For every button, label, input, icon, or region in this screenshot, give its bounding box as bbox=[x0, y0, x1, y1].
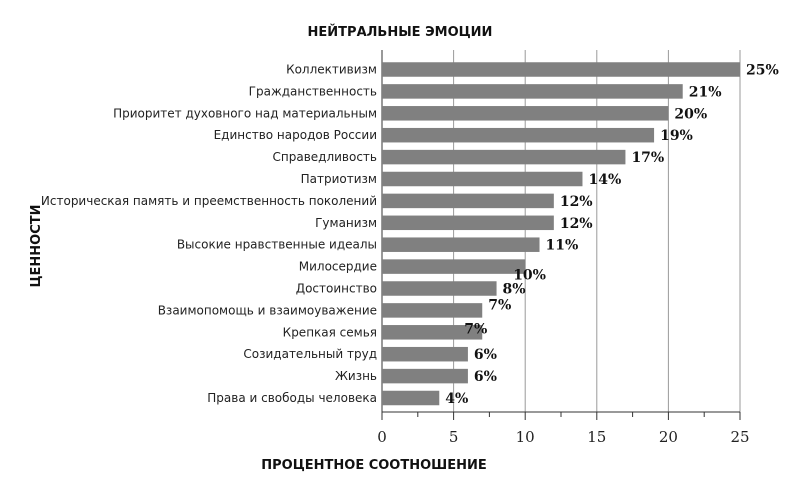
bar bbox=[382, 106, 668, 121]
bar bbox=[382, 259, 525, 274]
x-tick-label: 25 bbox=[730, 428, 750, 446]
x-tick-label: 10 bbox=[515, 428, 535, 446]
x-tick-label: 0 bbox=[377, 428, 387, 446]
category-labels bbox=[41, 63, 377, 406]
category-label: Единство народов России bbox=[213, 128, 377, 143]
bar bbox=[382, 172, 582, 187]
data-label: 7% bbox=[488, 297, 512, 314]
category-label: Коллективизм bbox=[286, 62, 377, 77]
bar bbox=[382, 84, 683, 99]
category-label: Взаимопомощь и взаимоуважение bbox=[157, 303, 377, 318]
data-label: 6% bbox=[473, 347, 497, 364]
x-tick-label: 20 bbox=[658, 428, 678, 446]
category-label: Крепкая семья bbox=[282, 325, 377, 340]
category-label: Приоритет духовного над материальным bbox=[113, 106, 377, 121]
bar bbox=[382, 237, 540, 252]
data-label: 8% bbox=[502, 281, 526, 298]
category-label: Высокие нравственные идеалы bbox=[176, 237, 377, 252]
bar bbox=[382, 150, 625, 165]
category-label: Справедливость bbox=[272, 150, 377, 165]
bar bbox=[382, 216, 554, 231]
category-label: Достоинство bbox=[295, 281, 377, 296]
data-label: 7% bbox=[464, 321, 488, 338]
chart-title: НЕЙТРАЛЬНЫЕ ЭМОЦИИ bbox=[307, 25, 493, 40]
x-tick-label: 15 bbox=[587, 428, 607, 446]
category-label: Гражданственность bbox=[248, 84, 377, 99]
data-label: 19% bbox=[660, 128, 693, 145]
x-ticks bbox=[377, 412, 749, 446]
data-label: 4% bbox=[445, 391, 469, 407]
category-label: Созидательный труд bbox=[243, 347, 377, 362]
data-label: 20% bbox=[674, 106, 708, 123]
x-axis-label: ПРОЦЕНТНОЕ СООТНОШЕНИЕ bbox=[261, 458, 487, 473]
category-label: Историческая память и преемственность поколений bbox=[40, 193, 377, 208]
data-label: 6% bbox=[473, 369, 497, 386]
bar bbox=[382, 128, 654, 143]
y-axis-label: ЦЕННОСТИ bbox=[29, 204, 44, 288]
bar bbox=[382, 281, 497, 296]
data-label: 11% bbox=[545, 237, 579, 254]
category-label: Жизнь bbox=[334, 369, 377, 384]
data-label: 10% bbox=[513, 267, 546, 284]
bar bbox=[382, 369, 468, 384]
data-label: 12% bbox=[559, 193, 593, 210]
category-label: Права и свободы человека bbox=[207, 391, 377, 405]
bar bbox=[382, 391, 439, 406]
data-label: 12% bbox=[559, 215, 593, 232]
data-label: 17% bbox=[631, 150, 665, 167]
data-label: 25% bbox=[746, 62, 779, 79]
category-label: Милосердие bbox=[298, 259, 377, 274]
bar bbox=[382, 62, 740, 77]
category-label: Гуманизм bbox=[315, 215, 377, 230]
data-label: 14% bbox=[588, 172, 622, 188]
bar bbox=[382, 194, 554, 209]
category-label: Патриотизм bbox=[300, 172, 377, 186]
bar bbox=[382, 347, 468, 362]
x-tick-label: 5 bbox=[448, 428, 459, 446]
data-label: 21% bbox=[688, 84, 722, 101]
bar bbox=[382, 303, 482, 318]
